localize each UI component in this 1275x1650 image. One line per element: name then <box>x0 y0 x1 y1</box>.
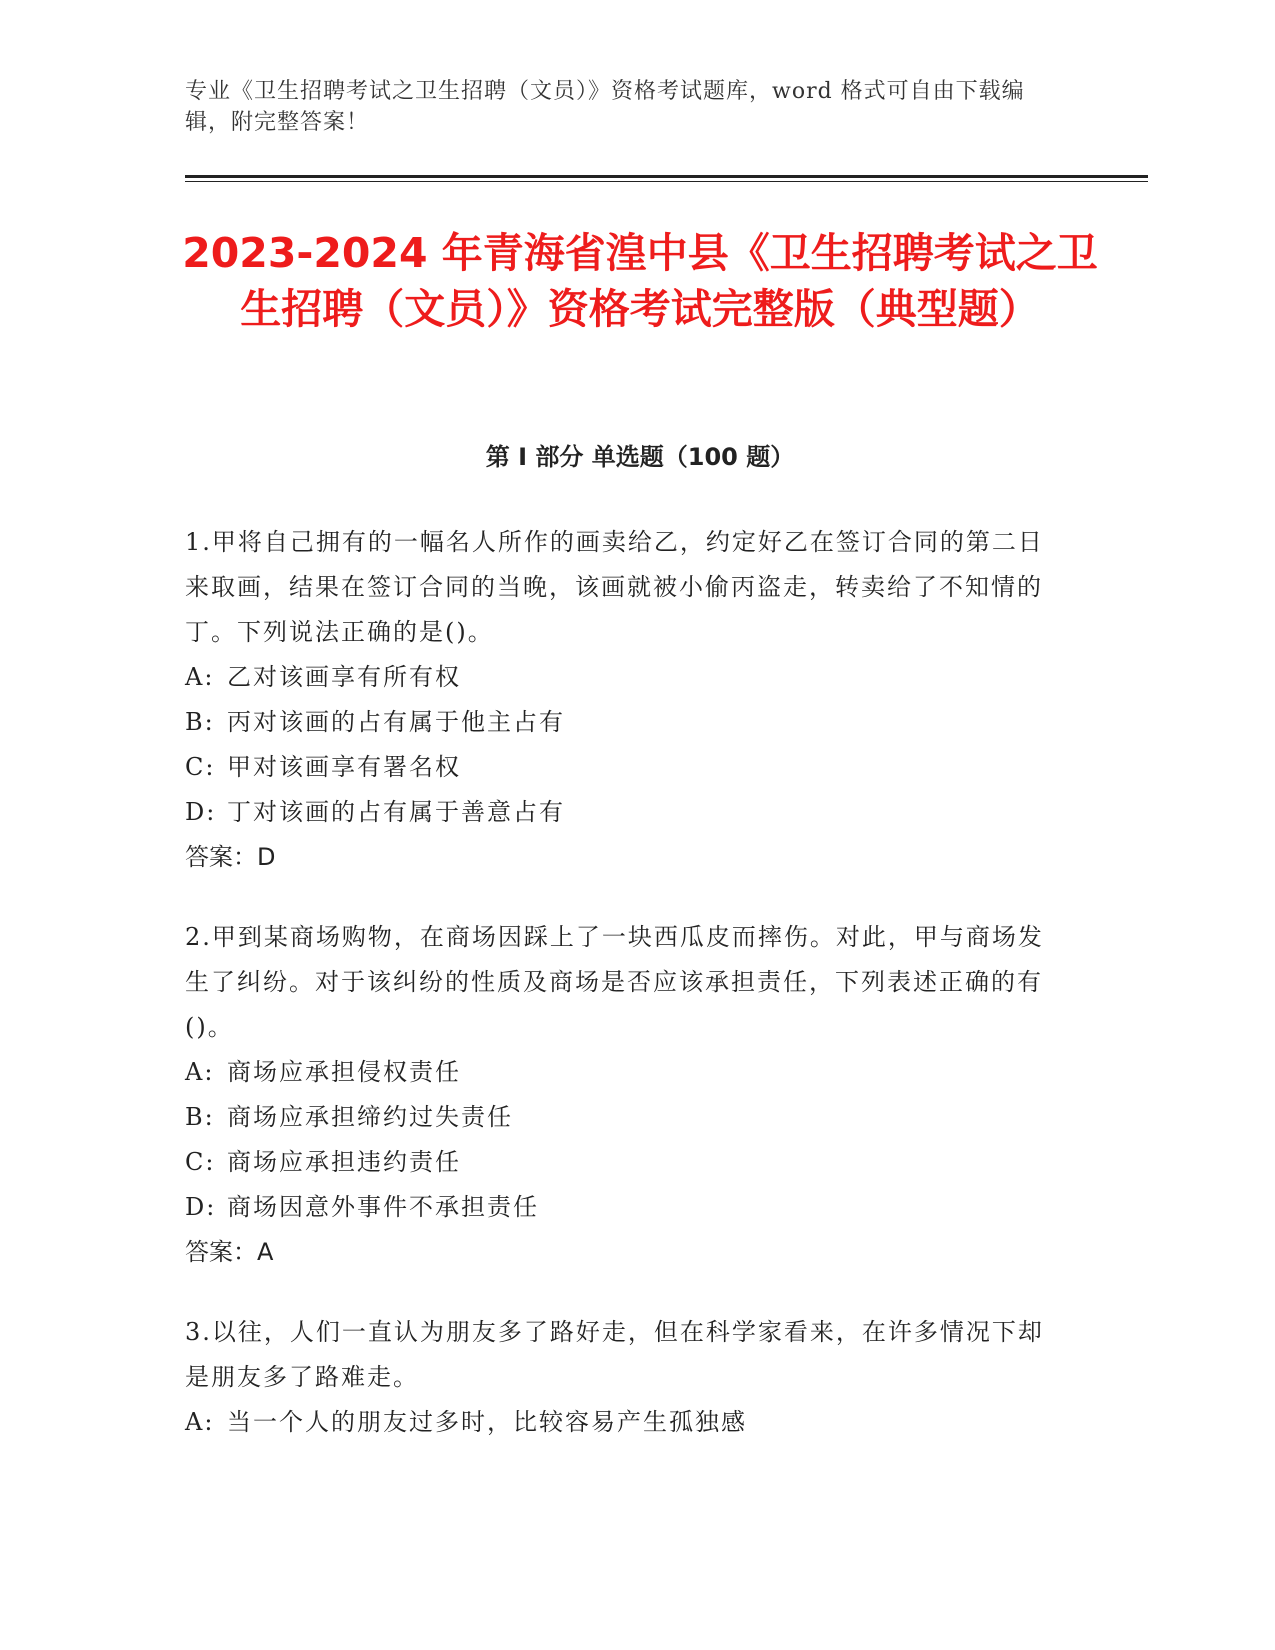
section-heading: 第 I 部分 单选题（100 题） <box>485 443 795 471</box>
option-text: 当一个人的朋友过多时，比较容易产生孤独感 <box>227 1408 747 1436</box>
answer-value: A <box>257 1238 274 1266</box>
option-text: 甲对该画享有署名权 <box>227 753 461 781</box>
header-divider-thick <box>185 175 1148 178</box>
option-text: 乙对该画享有所有权 <box>227 663 461 691</box>
option-text: 商场应承担违约责任 <box>227 1148 461 1176</box>
option-letter: D: <box>185 1193 217 1221</box>
option-letter: A: <box>185 1408 215 1436</box>
option-c <box>185 1140 1065 1185</box>
option-letter: A: <box>185 663 215 691</box>
answer-label: 答案： <box>185 843 257 871</box>
option-b <box>185 700 1065 745</box>
option-text: 商场因意外事件不承担责任 <box>227 1193 539 1221</box>
option-d <box>185 790 1065 835</box>
question-block <box>185 1310 1065 1445</box>
question-text: 2.甲到某商场购物，在商场因踩上了一块西瓜皮而摔伤。对此，甲与商场发生了纠纷。对于该纠纷的性质及商场是否应该承担责任，下列表述正确的有()。 <box>185 923 1044 1041</box>
option-letter: C: <box>185 753 216 781</box>
option-d <box>185 1185 1065 1230</box>
header-divider-thin <box>185 181 1148 182</box>
option-letter: C: <box>185 1148 216 1176</box>
option-text: 商场应承担缔约过失责任 <box>227 1103 513 1131</box>
question-block <box>185 915 1065 1275</box>
answer-label: 答案： <box>185 1238 257 1266</box>
answer-value: D <box>257 843 276 871</box>
question-text: 3.以往，人们一直认为朋友多了路好走，但在科学家看来，在许多情况下却是朋友多了路难走。 <box>185 1318 1044 1391</box>
option-letter: D: <box>185 798 217 826</box>
document-title: 2023-2024 年青海省湟中县《卫生招聘考试之卫生招聘（文员）》资格考试完整版（典型题） <box>182 229 1098 333</box>
option-letter: B: <box>185 1103 215 1131</box>
question-block <box>185 520 1065 880</box>
option-text: 丙对该画的占有属于他主占有 <box>227 708 565 736</box>
option-letter: A: <box>185 1058 215 1086</box>
option-text: 丁对该画的占有属于善意占有 <box>227 798 565 826</box>
answer-line <box>185 1230 1065 1275</box>
header-note: 专业《卫生招聘考试之卫生招聘（文员）》资格考试题库，word 格式可自由下载编辑，附完整答案！ <box>185 79 1025 135</box>
option-letter: B: <box>185 708 215 736</box>
question-text: 1.甲将自己拥有的一幅名人所作的画卖给乙，约定好乙在签订合同的第二日来取画，结果在签订合同的当晚，该画就被小偷丙盗走，转卖给了不知情的丁。下列说法正确的是()。 <box>185 528 1044 646</box>
option-a <box>185 655 1065 700</box>
option-a <box>185 1400 1065 1445</box>
answer-line <box>185 835 1065 880</box>
option-a <box>185 1050 1065 1095</box>
option-text: 商场应承担侵权责任 <box>227 1058 461 1086</box>
option-b <box>185 1095 1065 1140</box>
option-c <box>185 745 1065 790</box>
